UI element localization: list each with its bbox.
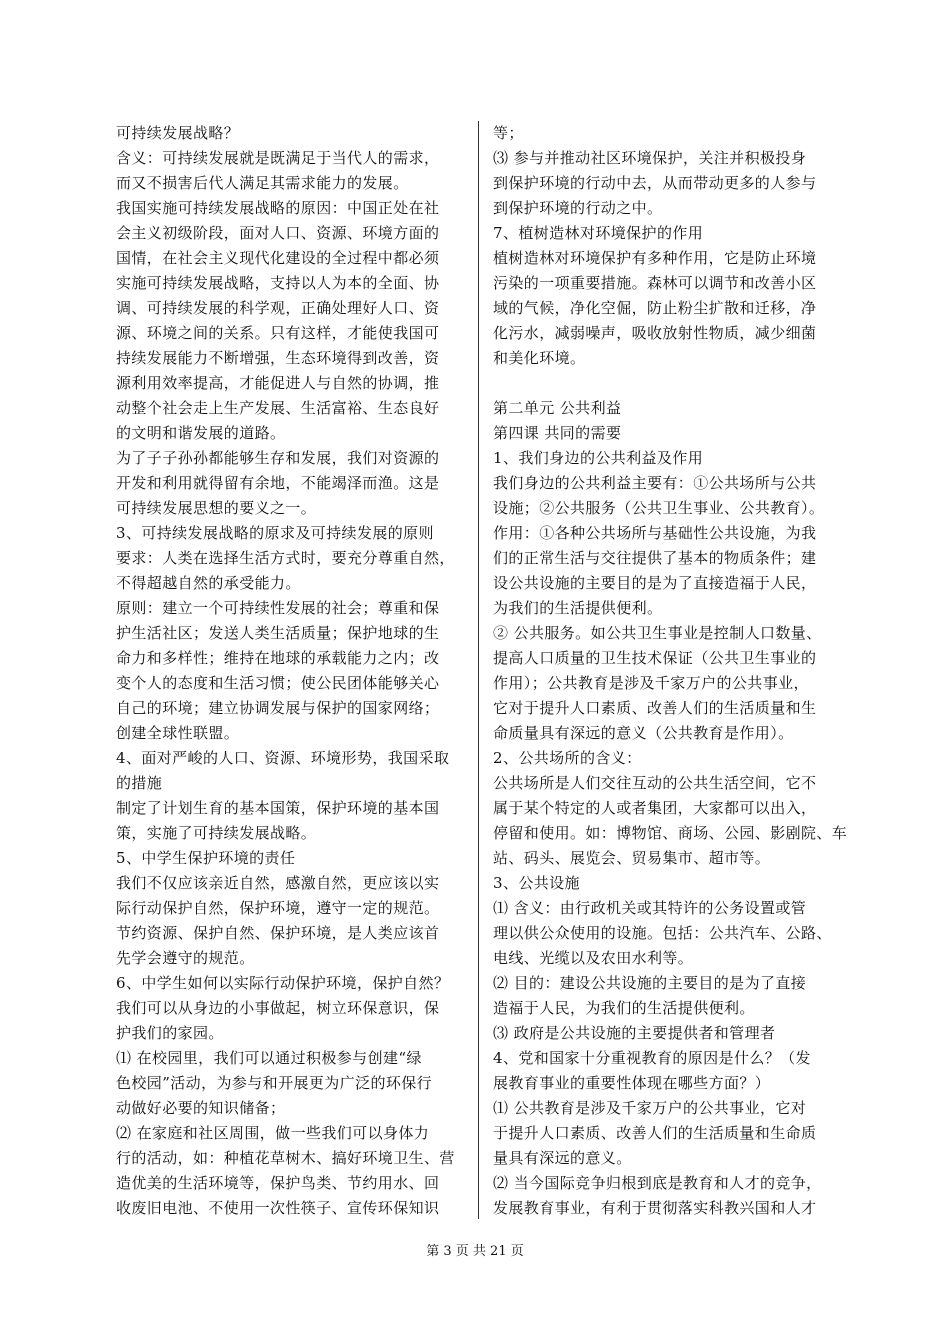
text-line: 第四课 共同的需要 <box>493 424 622 442</box>
text-line: 5、中学生保护环境的责任 <box>116 849 296 867</box>
text-line: 属于某个特定的人或者集团，大家都可以出入， <box>493 799 817 817</box>
text-line: 4、面对严峻的人口、资源、环境形势，我国采取 <box>116 749 450 767</box>
text-line: 护我们的家园。 <box>116 1024 224 1042</box>
text-line: 实施可持续发展战略，支持以人为本的全面、协 <box>116 274 440 292</box>
text-line: 可持续发展战略？ <box>116 124 240 142</box>
text-line: 它对于提升人口素质、改善人们的生活质量和生 <box>493 699 817 717</box>
text-line: ⑵ 当今国际竞争归根到底是教育和人才的竞争， <box>493 1174 822 1192</box>
text-line: 第二单元 公共利益 <box>493 399 622 417</box>
text-line: 源、环境之间的关系。只有这样，才能使我国可 <box>116 324 440 342</box>
text-line: 的文明和谐发展的道路。 <box>116 424 286 442</box>
text-line: 持续发展能力不断增强，生态环境得到改善，资 <box>116 349 440 367</box>
text-line: 我们可以从身边的小事做起，树立环保意识，保 <box>116 999 440 1017</box>
text-line: 化污水，减弱噪声，吸收放射性物质，减少细菌 <box>493 324 817 342</box>
text-line: 域的气候，净化空倔，防止粉尘扩散和迁移，净 <box>493 299 817 317</box>
text-line: 收废旧电池、不使用一次性筷子、宣传环保知识 <box>116 1199 440 1217</box>
text-line: 我们不仅应该亲近自然，感激自然，更应该以实 <box>116 874 440 892</box>
text-line: 我国实施可持续发展战略的原因：中国正处在社 <box>116 199 440 217</box>
text-line: ⑴ 在校园里，我们可以通过积极参与创建“绿 <box>116 1049 422 1067</box>
text-line: 国情，在社会主义现代化建设的全过程中都必须 <box>116 249 440 267</box>
text-line: 调、可持续发展的科学观，正确处理好人口、资 <box>116 299 440 317</box>
text-line: 等； <box>493 124 524 142</box>
text-line: 我们身边的公共利益主要有：①公共场所与公共 <box>493 474 817 492</box>
text-line: 提高人口质量的卫生技术保证（公共卫生事业的 <box>493 649 817 667</box>
text-line: ⑶ 政府是公共设施的主要提供者和管理者 <box>493 1024 776 1042</box>
text-line: 3、可持续发展战略的原求及可持续发展的原则 <box>116 524 434 542</box>
text-line: 设公共设施的主要目的是为了直接造福于人民， <box>493 574 817 592</box>
text-line: 而又不损害后代人满足其需求能力的发展。 <box>116 174 409 192</box>
text-line: 作用）；公共教育是涉及千家万户的公共事业， <box>493 674 809 692</box>
left-text-column <box>116 121 466 1221</box>
text-line: 于提升人口素质、改善人们的生活质量和生命质 <box>493 1124 817 1142</box>
text-line: ⑴ 含义：由行政机关或其特许的公务设置或管 <box>493 899 807 917</box>
column-divider <box>478 121 479 1219</box>
text-line: 展教育事业的重要性体现在哪些方面？） <box>493 1074 771 1092</box>
text-line: 行的活动，如：种植花草树木、搞好环境卫生、营 <box>116 1149 455 1167</box>
text-line: 动整个社会走上生产发展、生活富裕、生态良好 <box>116 399 440 417</box>
text-line: 7、植树造林对环境保护的作用 <box>493 224 704 242</box>
text-line: 变个人的态度和生活习惯；使公民团体能够关心 <box>116 674 440 692</box>
text-line: ⑵ 在家庭和社区周围，做一些我们可以身体力 <box>116 1124 430 1142</box>
text-line: 造福于人民，为我们的生活提供便利。 <box>493 999 755 1017</box>
text-line: ② 公共服务。如公共卫生事业是控制人口数量、 <box>493 624 822 642</box>
text-line: 可持续发展思想的要义之一。 <box>116 499 317 517</box>
text-line: 不得超越自然的承受能力。 <box>116 574 301 592</box>
text-line: 发展教育事业，有利于贯彻落实科教兴国和人才 <box>493 1199 817 1217</box>
text-line: 到保护环境的行动之中。 <box>493 199 663 217</box>
text-line: 为我们的生活提供便利。 <box>493 599 663 617</box>
text-line: 6、中学生如何以实际行动保护环境，保护自然？ <box>116 974 450 992</box>
text-line: 际行动保护自然，保护环境，遵守一定的规范。 <box>116 899 440 917</box>
text-line: 停留和使用。如：博物馆、商场、公园、影剧院、车 <box>493 824 848 842</box>
text-line: 量具有深远的意义。 <box>493 1149 632 1167</box>
text-line: 的措施 <box>116 774 163 792</box>
text-line: 护生活社区；发送人类生活质量；保护地球的生 <box>116 624 440 642</box>
text-line: 先学会遵守的规范。 <box>116 949 255 967</box>
text-line: 原则：建立一个可持续性发展的社会；尊重和保 <box>116 599 440 617</box>
text-line: 设施；②公共服务（公共卫生事业、公共教育）。 <box>493 499 825 517</box>
text-line: 要求：人类在选择生活方式时，要充分尊重自然， <box>116 549 455 567</box>
text-line: 到保护环境的行动中去，从而带动更多的人参与 <box>493 174 817 192</box>
text-line: 理以供公众使用的设施。包括：公共汽车、公路、 <box>493 924 832 942</box>
text-line: 会主义初级阶段，面对人口、资源、环境方面的 <box>116 224 440 242</box>
text-line: 命力和多样性；维持在地球的承载能力之内；改 <box>116 649 440 667</box>
text-line: 公共场所是人们交往互动的公共生活空间，它不 <box>493 774 817 792</box>
text-line: 源利用效率提高，才能促进人与自然的协调，推 <box>116 374 440 392</box>
text-line: 造优美的生活环境等，保护鸟类、节约用水、回 <box>116 1174 440 1192</box>
text-line: 2、公共场所的含义： <box>493 749 642 767</box>
text-line: 们的正常生活与交往提供了基本的物质条件；建 <box>493 549 817 567</box>
text-line: 自己的环境；建立协调发展与保护的国家网络； <box>116 699 440 717</box>
text-line: 策，实施了可持续发展战略。 <box>116 824 317 842</box>
text-line: 4、党和国家十分重视教育的原因是什么？（发 <box>493 1049 811 1067</box>
text-line: 命质量具有深远的意义（公共教育是作用）。 <box>493 724 794 742</box>
text-line: 1、我们身边的公共利益及作用 <box>493 449 704 467</box>
text-line: 含义：可持续发展就是既满足于当代人的需求， <box>116 149 440 167</box>
text-line: 创建全球性联盟。 <box>116 724 240 742</box>
text-line: 节约资源、保护自然、保护环境，是人类应该首 <box>116 924 440 942</box>
text-line: 色校园”活动，为参与和开展更为广泛的环保行 <box>116 1074 433 1092</box>
text-line: 制定了计划生育的基本国策，保护环境的基本国 <box>116 799 440 817</box>
text-line: 污染的一项重要措施。森林可以调节和改善小区 <box>493 274 817 292</box>
text-line: 站、码头、展览会、贸易集市、超市等。 <box>493 849 771 867</box>
text-line: 开发和利用就得留有余地，不能竭泽而渔。这是 <box>116 474 440 492</box>
text-line: 作用：①各种公共场所与基础性公共设施，为我 <box>493 524 817 542</box>
page-footer: 第 3 页 共 21 页 <box>426 1244 524 1259</box>
text-line: 电线、光缆以及农田水利等。 <box>493 949 694 967</box>
text-line: 为了子子孙孙都能够生存和发展，我们对资源的 <box>116 449 440 467</box>
text-line: 和美化环境。 <box>493 349 586 367</box>
right-text-column <box>493 121 848 1221</box>
blank-line <box>493 371 843 396</box>
text-line: 动做好必要的知识储备； <box>116 1099 286 1117</box>
text-line: 3、公共设施 <box>493 874 580 892</box>
text-line: 植树造林对环境保护有多种作用，它是防止环境 <box>493 249 817 267</box>
text-line: ⑵ 目的：建设公共设施的主要目的是为了直接 <box>493 974 807 992</box>
text-line: ⑴ 公共教育是涉及千家万户的公共事业，它对 <box>493 1099 807 1117</box>
text-line: ⑶ 参与并推动社区环境保护，关注并积极投身 <box>493 149 807 167</box>
